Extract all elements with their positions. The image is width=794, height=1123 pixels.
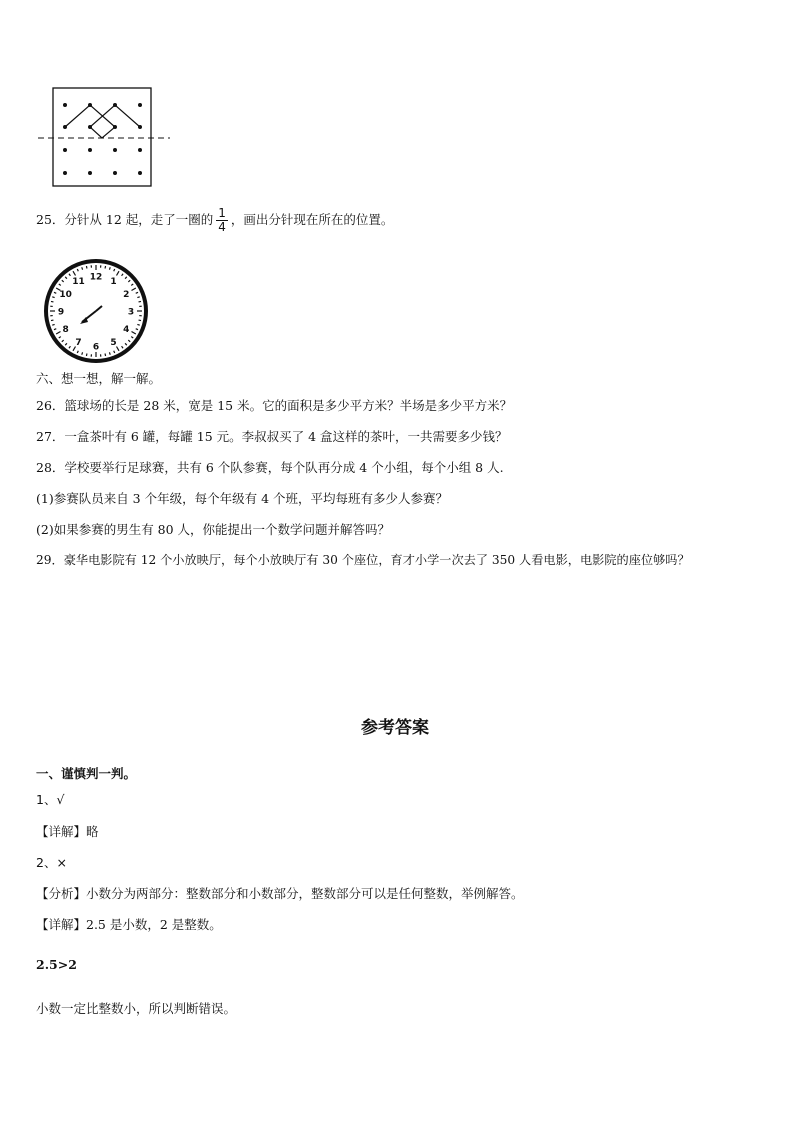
- clock-tick: [131, 284, 133, 285]
- clock-numbers: [58, 273, 134, 353]
- clock-tick: [114, 269, 115, 271]
- clock-number: 5: [110, 337, 117, 348]
- clock-tick: [52, 297, 54, 298]
- answers-section-1: 一、谨慎判一判。: [36, 766, 137, 781]
- question-25: [36, 205, 393, 235]
- clock-tick: [125, 343, 127, 345]
- clock-tick: [65, 277, 67, 279]
- clock-number: 8: [62, 325, 69, 335]
- section-6-heading: 六、想一想，解一解。: [36, 371, 162, 386]
- question-25-text-before: 25．分针从 12 起，走了一圈的: [36, 212, 214, 227]
- clock-number: 10: [59, 290, 72, 300]
- clock-number: 1: [110, 277, 117, 288]
- question-26: 26．篮球场的长是 28 米，宽是 15 米。它的面积是多少平方米？半场是多少平方米？: [36, 398, 513, 413]
- clock-tick: [59, 284, 61, 285]
- clock-tick: [56, 332, 60, 335]
- clock-tick: [82, 352, 83, 354]
- clock-tick: [62, 280, 64, 282]
- answer-1-detail: 【详解】略: [36, 824, 99, 839]
- dot-grid-border: [53, 88, 151, 186]
- clock-tick: [139, 320, 141, 321]
- clock-tick: [128, 280, 130, 282]
- clock-tick: [77, 269, 78, 271]
- question-29: 29．豪华电影院有 12 个小放映厅，每个小放映厅有 30 个座位，育才小学一次去了 350 人看电影，电影院的座位够吗？: [36, 553, 690, 567]
- answer-2-conclusion: 小数一定比整数小，所以判断错误。: [36, 1001, 237, 1016]
- clock-tick: [109, 267, 110, 269]
- clock-face: [40, 255, 152, 367]
- clock-tick: [114, 351, 115, 353]
- clock-tick: [51, 301, 53, 302]
- clock-number: 9: [57, 307, 65, 318]
- clock-tick: [109, 352, 110, 354]
- clock-tick: [86, 266, 87, 268]
- clock-tick: [137, 324, 139, 325]
- clock-tick: [51, 320, 53, 321]
- clock-number: 6: [92, 342, 100, 353]
- fraction-numerator: 1: [218, 206, 226, 220]
- answer-2-detail: 【详解】2.5 是小数，2 是整数。: [36, 917, 222, 932]
- clock-tick: [54, 292, 56, 293]
- clock-tick: [122, 274, 123, 276]
- clock-tick: [69, 274, 70, 276]
- clock-tick: [69, 346, 70, 348]
- clock-tick: [62, 340, 64, 342]
- clock-tick: [132, 332, 136, 335]
- clock-tick: [122, 346, 123, 348]
- clock-tick: [86, 354, 87, 356]
- clock-tick: [117, 271, 120, 275]
- clock-tick: [52, 324, 54, 325]
- clock-tick: [136, 292, 138, 293]
- clock-tick: [73, 271, 76, 275]
- answer-2-analysis: 【分析】小数分为两部分：整数部分和小数部分，整数部分可以是任何整数，举例解答。: [36, 886, 524, 901]
- clock-tick: [132, 288, 136, 291]
- dot-grid-shape: [65, 105, 140, 138]
- clock-number: 11: [72, 277, 85, 288]
- question-25-fraction: [216, 207, 228, 234]
- clock-tick: [128, 340, 130, 342]
- answer-2-compare: 2.5>2: [36, 957, 77, 972]
- clock-tick: [139, 301, 141, 302]
- fraction-denominator: 4: [218, 220, 226, 234]
- clock-number: 2: [123, 290, 130, 300]
- clock-tick: [77, 351, 78, 353]
- clock-tick: [65, 343, 67, 345]
- dot-grid-dots: [63, 103, 142, 175]
- dot-grid-figure: [36, 86, 172, 190]
- clock-tick: [136, 329, 138, 330]
- clock-tick: [105, 266, 106, 268]
- clock-number: 3: [127, 307, 135, 318]
- clock-tick: [125, 277, 127, 279]
- clock-tick: [137, 297, 139, 298]
- question-28-part-1: (1)参赛队员来自 3 个年级，每个年级有 4 个班，平均每班有多少人参赛？: [36, 491, 449, 506]
- question-28: 28．学校要举行足球赛，共有 6 个队参赛，每个队再分成 4 个小组，每个小组 8 人.: [36, 460, 504, 475]
- clock-tick: [105, 354, 106, 356]
- answers-title: 参考答案: [361, 718, 429, 738]
- clock-number: 7: [75, 337, 82, 348]
- clock-tick: [82, 267, 83, 269]
- answer-2: 2、×: [36, 855, 67, 870]
- hand-stem: [96, 306, 102, 311]
- clock-number: 4: [123, 325, 130, 335]
- clock-tick: [131, 337, 133, 338]
- clock-tick: [54, 329, 56, 330]
- clock-tick: [59, 337, 61, 338]
- question-25-text-after: ，画出分针现在所在的位置。: [230, 212, 394, 227]
- clock-tick: [117, 347, 120, 351]
- question-27: 27．一盒茶叶有 6 罐，每罐 15 元。李叔叔买了 4 盒这样的茶叶，一共需要多少钱？: [36, 429, 508, 444]
- question-28-part-2: (2)如果参赛的男生有 80 人，你能提出一个数学问题并解答吗？: [36, 522, 391, 537]
- answer-1: 1、√: [36, 792, 65, 807]
- clock-number: 12: [89, 272, 103, 283]
